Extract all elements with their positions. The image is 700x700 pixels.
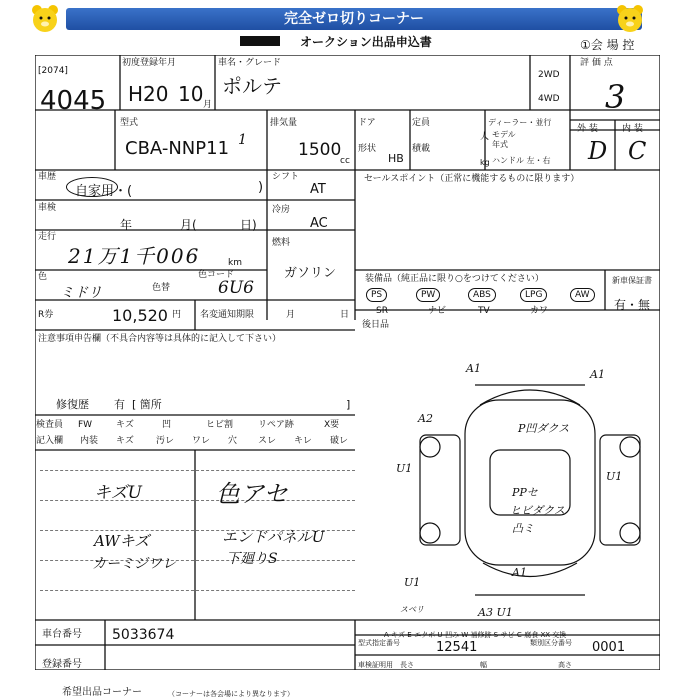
entry-cell: キレ	[294, 436, 312, 446]
damage-mark: A1	[466, 362, 481, 375]
entry-cell: キズ	[116, 436, 134, 446]
load-unit: kg	[480, 158, 490, 167]
sales-point-label: セールスポイント（正常に機能するものに限ります）	[364, 174, 580, 184]
interior-grade: C	[628, 137, 647, 165]
inspector-cell: ヒビ割	[206, 420, 234, 430]
venue-copy-label: ①会 場 控	[580, 38, 635, 52]
model-year-label: モデル	[492, 130, 516, 139]
entry-cell: 穴	[228, 436, 238, 446]
displacement-label: 排気量	[270, 118, 298, 128]
handwritten-note: キズU	[94, 483, 142, 503]
later-items-label: 後日品	[362, 320, 390, 330]
dealer-label: ディーラー・並行	[488, 118, 552, 127]
lot-code: [2074]	[38, 66, 68, 76]
model-note: 1	[238, 132, 247, 148]
exterior-grade: D	[588, 137, 608, 165]
vehicle-name-label: 車名・グレード	[218, 58, 282, 68]
banner-title: 完全ゼロ切りコーナー	[66, 8, 642, 30]
shift-label: シフト	[272, 172, 300, 182]
banner	[6, 0, 694, 36]
entry-label: 記入欄	[36, 436, 64, 446]
inspection-day: 日)	[240, 218, 257, 232]
inspection-label: 車検	[38, 203, 57, 213]
exterior-label: 外 装	[577, 124, 598, 134]
ac-label: 冷房	[272, 205, 291, 215]
color-value: ミドリ	[60, 285, 102, 301]
door-label: ドア	[358, 118, 376, 128]
certificate-label: 型式指定番号	[358, 639, 400, 647]
color-label: 色	[38, 272, 48, 282]
use-history-value: 自家用・(	[75, 184, 133, 199]
equipment-label: 装備品（純正品に限り○をつけてください）	[365, 274, 544, 284]
entry-cell: 破レ	[330, 436, 349, 446]
inspector-cell: リペア跡	[258, 420, 294, 430]
chassis-number: 5033674	[112, 627, 175, 643]
inspector-cell: 凹	[162, 420, 172, 430]
entry-cell: スレ	[258, 436, 277, 446]
cert-row-label: 車検証明用	[358, 661, 393, 669]
damage-mark: A2	[418, 412, 433, 425]
width-label: 幅	[480, 661, 487, 669]
inspector-label: 検査員	[36, 420, 64, 430]
damage-mark: ヒビダクス	[510, 504, 565, 517]
damage-mark: PPセ	[512, 486, 538, 499]
equipment-ps: PS	[366, 288, 387, 302]
damage-mark: U1	[404, 576, 421, 589]
shape-label: 形状	[358, 144, 377, 154]
inspector-cell: キズ	[116, 420, 134, 430]
registration-number-label: 登録番号	[42, 659, 82, 670]
damage-mark: A1	[590, 368, 605, 381]
color-change-label: 色替	[152, 283, 171, 293]
form-heading: オークション出品申込書	[300, 35, 432, 49]
selected-circle-mark	[66, 177, 118, 197]
drive-2wd: 2WD	[538, 70, 560, 80]
use-history-label: 車歴	[38, 172, 57, 182]
equipment-abs: ABS	[468, 288, 496, 302]
bear-mascot-icon	[28, 2, 62, 34]
first-reg-label: 初度登録年月	[122, 58, 177, 68]
entry-cell: 汚レ	[156, 436, 175, 446]
equipment-pw: PW	[416, 288, 440, 302]
entry-cell: ワレ	[192, 436, 211, 446]
equipment-tv: TV	[478, 306, 490, 316]
height-label: 高さ	[558, 661, 572, 669]
mileage-value: 21万1千006	[68, 244, 201, 268]
first-reg-era: H20	[128, 82, 169, 106]
recycle-unit: 円	[172, 310, 182, 320]
load-label: 積載	[412, 144, 431, 154]
shift-value: AT	[310, 182, 326, 197]
inspector-cell: X要	[324, 420, 340, 430]
logo-mark	[240, 36, 280, 46]
handwritten-note: 下廻りS	[226, 551, 278, 567]
inspection-year: 年	[120, 218, 133, 232]
displacement-unit: cc	[340, 156, 350, 166]
damage-mark: 凸ミ	[512, 522, 534, 535]
ac-value: AC	[310, 216, 328, 231]
damage-mark: A3 U1	[478, 606, 513, 619]
handwritten-note: カーミジワレ	[92, 556, 176, 572]
notice-month: 月	[286, 310, 296, 320]
fuel-label: 燃料	[272, 238, 291, 248]
score-label: 評 価 点	[580, 58, 613, 68]
notice-label: 名変通知期限	[200, 310, 255, 320]
color-code-value: 6U6	[218, 278, 254, 298]
month-unit: 月	[203, 100, 213, 110]
bear-mascot-icon	[613, 2, 647, 34]
damage-mark: A1	[512, 566, 527, 579]
repair-close: ]	[346, 398, 351, 411]
handle-label: ハンドル 左・右	[492, 156, 551, 165]
vehicle-name: ポルテ	[222, 74, 282, 98]
damage-legend: A-キズ E-エクボ U-凹み W-補修跡 S-サビ C-腐食 XX-交換	[384, 631, 567, 639]
damage-mark: U1	[606, 470, 623, 483]
drive-4wd: 4WD	[538, 94, 560, 104]
warranty-label: 新車保証書	[612, 276, 652, 285]
model-code: CBA-NNP11	[125, 138, 230, 159]
model-year-unit: 年式	[492, 140, 508, 149]
recycle-label: R券	[38, 310, 54, 320]
class-number: 0001	[592, 640, 626, 655]
equipment-lpg: LPG	[520, 288, 547, 302]
displacement: 1500	[298, 140, 342, 160]
use-history-close: )	[258, 180, 264, 195]
fuel-value: ガソリン	[284, 266, 337, 281]
request-corner-note: （コーナーは各会場により異なります）	[168, 690, 294, 698]
length-label: 長さ	[400, 661, 414, 669]
damage-mark: スベリ	[400, 605, 424, 614]
handwritten-note: エンドパネルU	[222, 528, 325, 546]
class-label: 類別区分番号	[530, 639, 572, 647]
repair-history-value: 有	[114, 398, 125, 411]
mileage-unit: km	[228, 258, 242, 268]
model-label: 型式	[120, 118, 139, 128]
request-corner-label: 希望出品コーナー	[62, 687, 142, 698]
inspection-month: 月(	[180, 218, 197, 232]
notice-day: 日	[340, 310, 350, 320]
inspector-cell: FW	[78, 420, 93, 430]
warranty-value: 有・無	[614, 298, 651, 312]
notes-label: 注意事項申告欄（不具合内容等は具体的に記入して下さい）	[38, 334, 282, 344]
handwritten-note: 色アセ	[216, 480, 288, 508]
repair-history-label: 修復歴	[56, 398, 89, 411]
certificate-number: 12541	[436, 640, 478, 655]
lot-number: 4045	[40, 86, 107, 116]
score-value: 3	[605, 78, 626, 116]
recycle-fee: 10,520	[112, 306, 168, 325]
equipment-sr: SR	[376, 306, 388, 316]
repair-place: [ 箇所	[132, 398, 162, 411]
interior-label: 内 装	[622, 124, 643, 134]
first-reg-month: 10	[178, 82, 204, 106]
capacity-label: 定員	[412, 118, 431, 128]
handwritten-note: AWキズ	[94, 532, 150, 550]
damage-mark: P凹ダクス	[518, 422, 570, 435]
shape-value: HB	[388, 152, 404, 165]
mileage-label: 走行	[38, 232, 57, 242]
damage-mark: U1	[396, 462, 413, 475]
equipment-navi: ナビ	[428, 306, 447, 316]
color-code-label: 色コード	[198, 270, 235, 280]
entry-cell: 内装	[80, 436, 99, 446]
capacity-unit: 人	[480, 132, 490, 142]
chassis-label: 車台番号	[42, 629, 82, 640]
equipment-leather: カワ	[530, 306, 549, 316]
equipment-aw: AW	[570, 288, 595, 302]
